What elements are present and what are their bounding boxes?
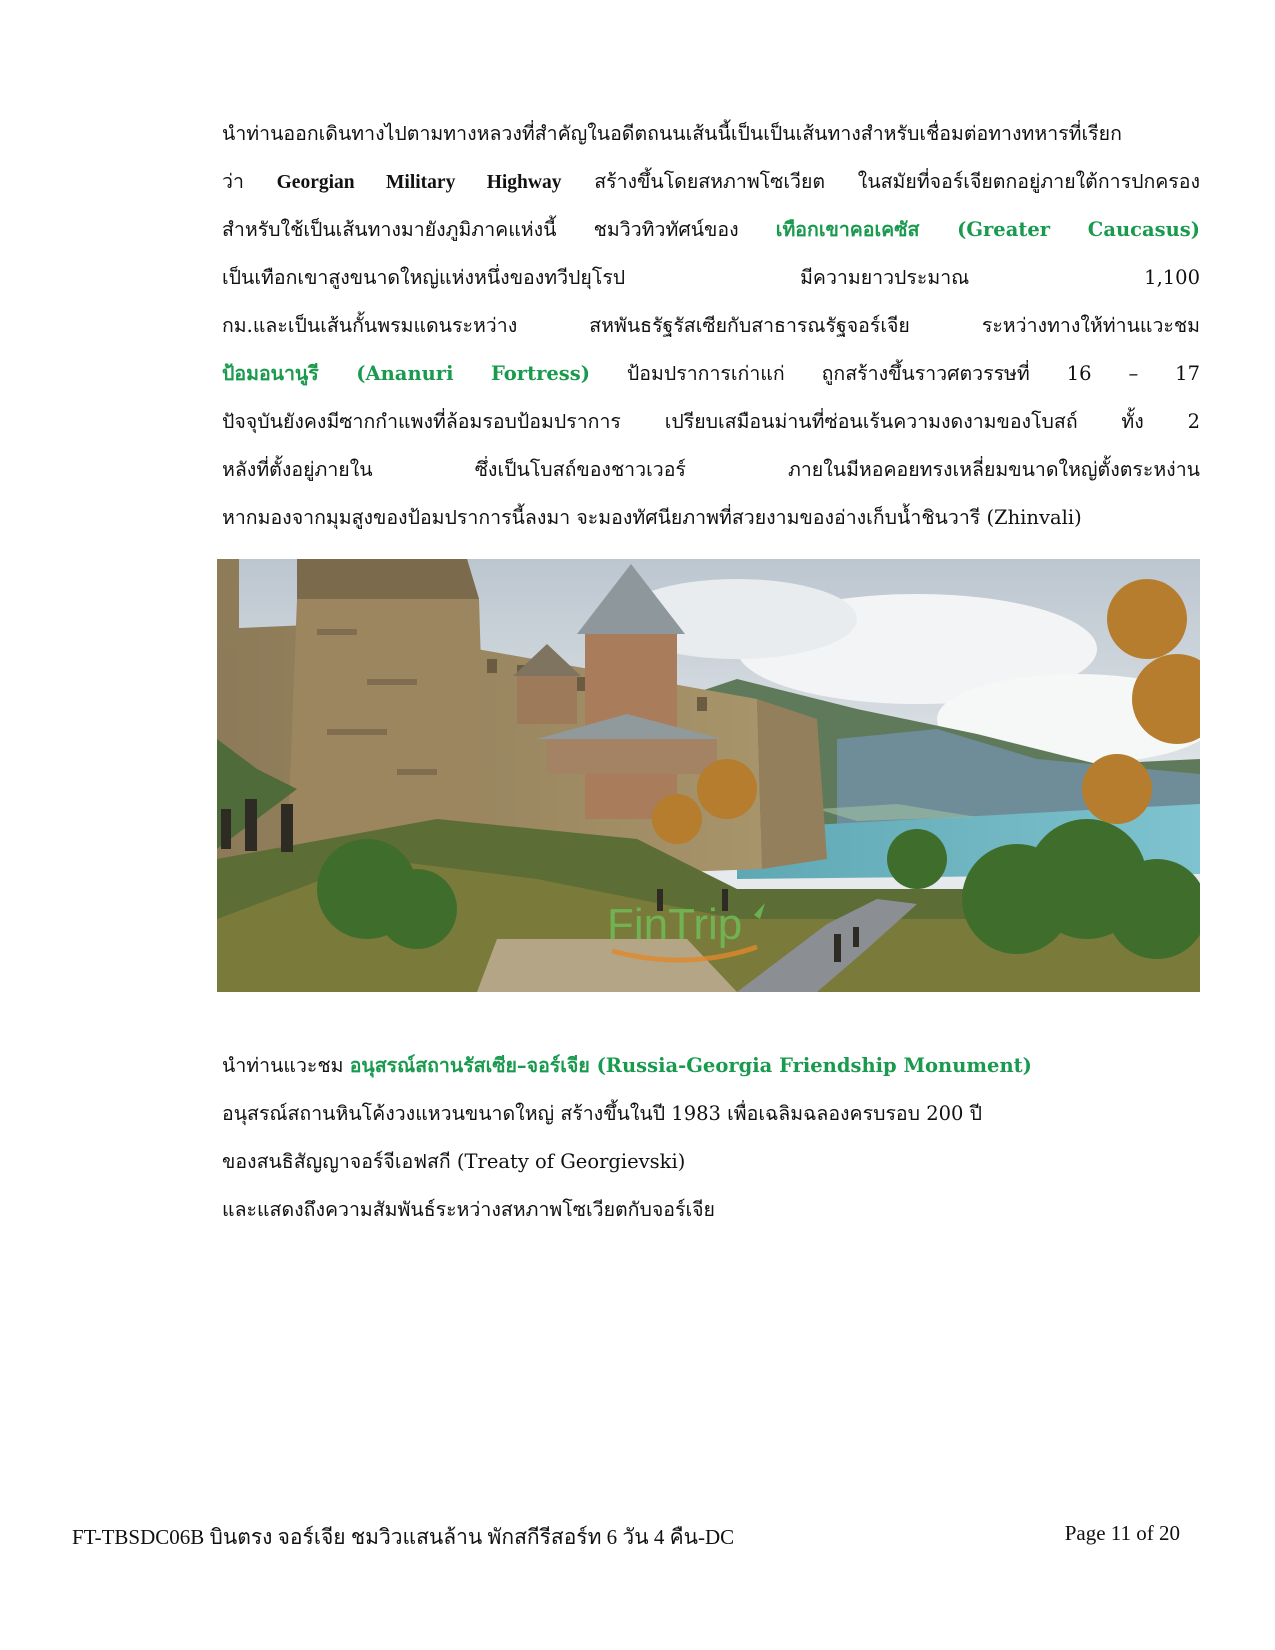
ananuri-fortress-highlight: ป้อมอนานูรี (Ananuri Fortress): [222, 362, 590, 385]
greater-caucasus-highlight: เทือกเขาคอเคซัส (Greater Caucasus): [775, 218, 1200, 241]
fintrip-watermark: FinTrip: [607, 900, 743, 949]
intro-line-6: ป้อมอนานูรี (Ananuri Fortress) ป้อมปราการเก่าแก่ ถูกสร้างขึ้นราวศตวรรษที่ 16 – 17: [222, 362, 1200, 385]
georgian-military-highway: Georgian Military Highway: [276, 172, 562, 193]
intro-line-2: ว่า Georgian Military Highway สร้างขึ้นโดยสหภาพโซเวียต ในสมัยที่จอร์เจียตกอยู่ภายใต้การปกครอง: [222, 170, 1200, 193]
intro-paragraph: [222, 110, 1200, 542]
ananuri-fortress-photo: [217, 559, 1200, 992]
footer-page-number: Page 11 of 20: [1064, 1521, 1180, 1545]
monument-line-3: ของสนธิสัญญาจอร์จีเอฟสกี (Treaty of Georgievski): [222, 1150, 686, 1173]
monument-section: [222, 1042, 1122, 1234]
page-footer: [72, 1521, 1180, 1551]
monument-line-1: นำท่านแวะชม อนุสรณ์สถานรัสเซีย–จอร์เจีย (Russia-Georgia Friendship Monument): [222, 1054, 1032, 1077]
footer-document-code: FT-TBSDC06B บินตรง จอร์เจีย ชมวิวแสนล้าน พักสกีรีสอร์ท 6 วัน 4 คืน-DC: [72, 1525, 735, 1549]
intro-line-4: เป็นเทือกเขาสูงขนาดใหญ่แห่งหนึ่งของทวีปยุโรป มีความยาวประมาณ 1,100: [222, 266, 1200, 289]
monument-line-4: และแสดงถึงความสัมพันธ์ระหว่างสหภาพโซเวียตกับจอร์เจีย: [222, 1198, 715, 1221]
monument-line-2: อนุสรณ์สถานหินโค้งวงแหวนขนาดใหญ่ สร้างขึ้นในปี 1983 เพื่อเฉลิมฉลองครบรอบ 200 ปี: [222, 1102, 983, 1125]
intro-line-8: หลังที่ตั้งอยู่ภายใน ซึ่งเป็นโบสถ์ของชาวเวอร์ ภายในมีหอคอยทรงเหลี่ยมขนาดใหญ่ตั้งตระหง่าน: [222, 458, 1200, 481]
intro-line-7: ปัจจุบันยังคงมีซากกำแพงที่ล้อมรอบป้อมปราการ เปรียบเสมือนม่านที่ซ่อนเร้นความงดงามของโบสถ์ ทั้ง 2: [222, 410, 1200, 433]
intro-line-9: หากมองจากมุมสูงของป้อมปราการนี้ลงมา จะมองทัศนียภาพที่สวยงามของอ่างเก็บน้ำชินวารี (Zhinvali): [222, 506, 1082, 529]
friendship-monument-highlight: อนุสรณ์สถานรัสเซีย–จอร์เจีย (Russia-Georgia Friendship Monument): [349, 1054, 1032, 1077]
intro-line-5: กม.และเป็นเส้นกั้นพรมแดนระหว่าง สหพันธรัฐรัสเซียกับสาธารณรัฐจอร์เจีย ระหว่างทางให้ท่านแวะชม: [222, 314, 1200, 337]
intro-line-1: นำท่านออกเดินทางไปตามทางหลวงที่สำคัญในอดีตถนนเส้นนี้เป็นเป็นเส้นทางสำหรับเชื่อมต่อทางทหารที่เรียก: [222, 122, 1122, 145]
intro-line-3: สำหรับใช้เป็นเส้นทางมายังภูมิภาคแห่งนี้ ชมวิวทิวทัศน์ของ เทือกเขาคอเคซัส (Greater Caucasus): [222, 218, 1200, 241]
